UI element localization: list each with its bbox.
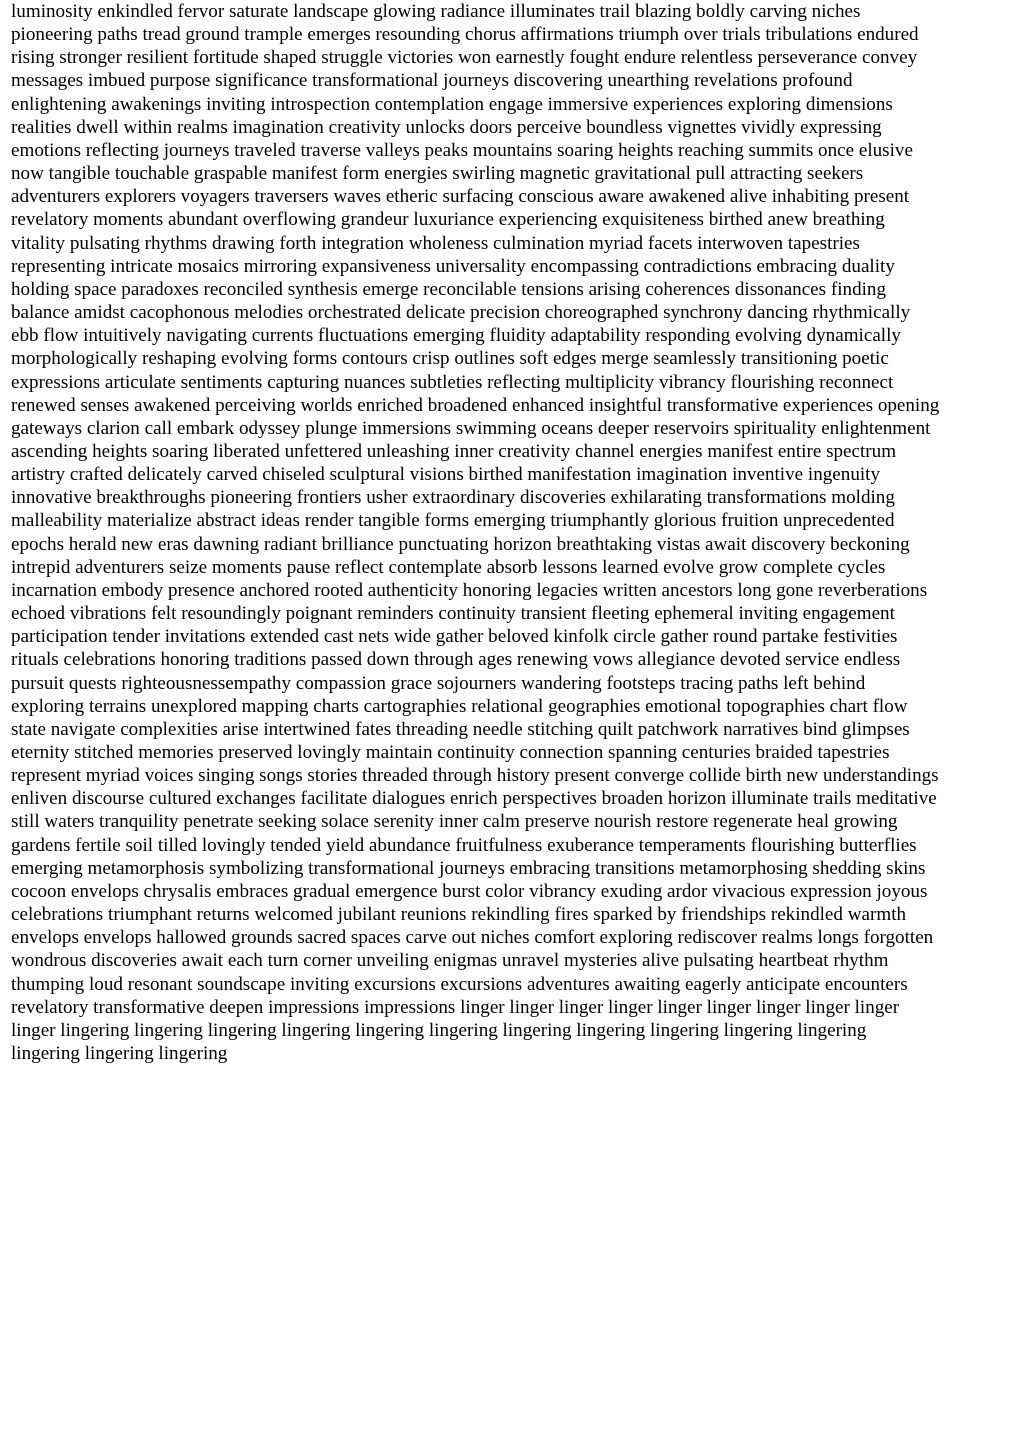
text-line: intrepid adventurers seize moments pause reflect contemplate absorb lessons learned evolve grow complete cycles bbox=[11, 556, 886, 578]
text-line: echoed vibrations felt resoundingly poignant reminders continuity transient fleeting ephemeral inviting engagement bbox=[11, 603, 895, 625]
text-line: rituals celebrations honoring traditions passed down through ages renewing vows allegiance devoted service endless bbox=[11, 649, 901, 671]
text-line: pursuit quests righteousnessempathy compassion grace sojourners wandering footsteps tracing paths left behind bbox=[11, 672, 866, 694]
text-line: envelops envelops hallowed grounds sacred spaces carve out niches comfort exploring rediscover realms longs forgotten bbox=[11, 927, 934, 949]
text-line: ascending heights soaring liberated unfettered unleashing inner creativity channel energies manifest entire spectrum bbox=[11, 440, 897, 462]
text-line: exploring terrains unexplored mapping charts cartographies relational geographies emotional topographies chart flow bbox=[11, 695, 908, 717]
text-line: emerging metamorphosis symbolizing transformational journeys embracing transitions metamorphosing shedding skins bbox=[11, 857, 926, 879]
text-line: revelatory moments abundant overflowing grandeur luxuriance experiencing exquisiteness birthed anew breathing bbox=[11, 209, 885, 231]
text-line: balance amidst cacophonous melodies orchestrated delicate precision choreographed synchrony dancing rhythmically bbox=[11, 302, 911, 324]
text-line: messages imbued purpose significance transformational journeys discovering unearthing revelations profound bbox=[11, 70, 853, 92]
text-line: vitality pulsating rhythms drawing forth integration wholeness culmination myriad facets interwoven tapestries bbox=[11, 232, 860, 254]
text-line: celebrations triumphant returns welcomed jubilant reunions rekindling fires sparked by friendships rekindled warmth bbox=[11, 904, 907, 926]
text-line: linger lingering lingering lingering lingering lingering lingering lingering lingering lingering lingering lingering bbox=[11, 1019, 867, 1041]
document-page bbox=[11, 0, 1019, 1065]
text-line: enliven discourse cultured exchanges facilitate dialogues enrich perspectives broaden horizon illuminate trails meditative bbox=[11, 788, 937, 810]
text-line: innovative breakthroughs pioneering frontiers usher extraordinary discoveries exhilarating transformations molding bbox=[11, 487, 895, 509]
text-line: luminosity enkindled fervor saturate landscape glowing radiance illuminates trail blazing boldly carving niches bbox=[11, 1, 861, 22]
text-line: adventurers explorers voyagers traversers waves etheric surfacing conscious aware awakened alive inhabiting present bbox=[11, 186, 910, 208]
text-line: rising stronger resilient fortitude shaped struggle victories won earnestly fought endure relentless perseverance convey bbox=[11, 47, 918, 69]
text-line: expressions articulate sentiments capturing nuances subtleties reflecting multiplicity vibrancy flourishing reconnect bbox=[11, 371, 894, 393]
text-line: renewed senses awakened perceiving worlds enriched broadened enhanced insightful transformative experiences opening bbox=[11, 394, 940, 416]
text-line: enlightening awakenings inviting introspection contemplation engage immersive experiences exploring dimensions bbox=[11, 93, 893, 115]
text-line: revelatory transformative deepen impressions impressions linger linger linger linger linger linger linger linger linger bbox=[11, 996, 900, 1018]
text-line: still waters tranquility penetrate seeking solace serenity inner calm preserve nourish restore regenerate heal growing bbox=[11, 811, 898, 833]
text-line: epochs herald new eras dawning radiant brilliance punctuating horizon breathtaking vistas await discovery beckoning bbox=[11, 533, 910, 555]
text-line: morphologically reshaping evolving forms contours crisp outlines soft edges merge seamlessly transitioning poetic bbox=[11, 348, 889, 370]
text-line: incarnation embody presence anchored rooted authenticity honoring legacies written ancestors long gone reverberations bbox=[11, 579, 928, 601]
text-line: participation tender invitations extended cast nets wide gather beloved kinfolk circle gather round partake festivities bbox=[11, 626, 898, 648]
text-line: realities dwell within realms imagination creativity unlocks doors perceive boundless vignettes vividly expressing bbox=[11, 116, 882, 138]
text-line: pioneering paths tread ground trample emerges resounding chorus affirmations triumph over trials tribulations endured bbox=[11, 24, 919, 46]
text-line: representing intricate mosaics mirroring expansiveness universality encompassing contradictions embracing duality bbox=[11, 255, 895, 277]
text-line: gardens fertile soil tilled lovingly tended yield abundance fruitfulness exuberance temperaments flourishing butterflies bbox=[11, 834, 917, 856]
text-line: thumping loud resonant soundscape inviting excursions excursions adventures awaiting eagerly anticipate encounters bbox=[11, 973, 908, 995]
text-line: wondrous discoveries await each turn corner unveiling enigmas unravel mysteries alive pulsating heartbeat rhythm bbox=[11, 950, 889, 972]
text-line: malleability materialize abstract ideas render tangible forms emerging triumphantly glorious fruition unprecedented bbox=[11, 510, 895, 532]
text-line: artistry crafted delicately carved chiseled sculptural visions birthed manifestation imagination inventive ingenuity bbox=[11, 464, 881, 486]
text-line: represent myriad voices singing songs stories threaded through history present converge collide birth new understandings bbox=[11, 765, 939, 787]
text-line: state navigate complexities arise intertwined fates threading needle stitching quilt patchwork narratives bind glimpses bbox=[11, 718, 910, 740]
text-line: eternity stitched memories preserved lovingly maintain continuity connection spanning centuries braided tapestries bbox=[11, 742, 890, 763]
text-line: gateways clarion call embark odyssey plunge immersions swimming oceans deeper reservoirs spirituality enlightenment bbox=[11, 417, 931, 439]
text-line: ebb flow intuitively navigating currents fluctuations emerging fluidity adaptability responding evolving dynamically bbox=[11, 325, 901, 347]
text-line: holding space paradoxes reconciled synthesis emerge reconcilable tensions arising coherences dissonances finding bbox=[11, 278, 887, 300]
text-line: emotions reflecting journeys traveled traverse valleys peaks mountains soaring heights reaching summits once elusive bbox=[11, 139, 913, 161]
text-line: now tangible touchable graspable manifest form energies swirling magnetic gravitational pull attracting seekers bbox=[11, 163, 864, 185]
text-line: cocoon envelops chrysalis embraces gradual emergence burst color vibrancy exuding ardor vivacious expression joyous bbox=[11, 880, 928, 902]
text-line: lingering lingering lingering bbox=[11, 1043, 228, 1065]
